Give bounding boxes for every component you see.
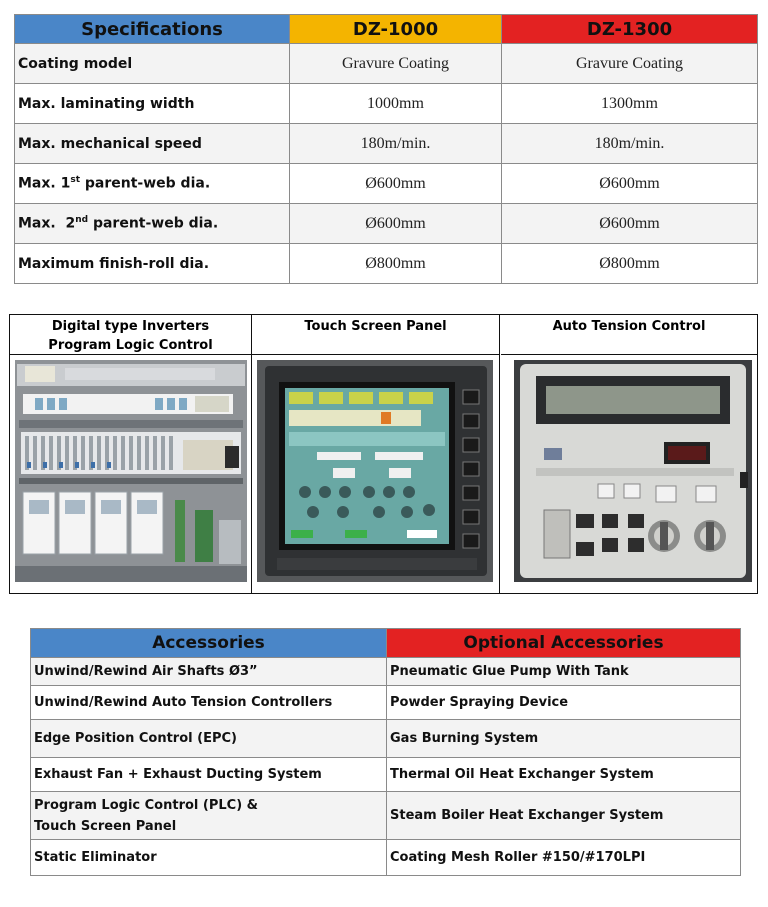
accessory-item: Exhaust Fan + Exhaust Ducting System xyxy=(31,758,387,792)
spec-row xyxy=(15,164,758,204)
spec-value-dz1300: Ø600mm xyxy=(502,164,758,204)
spec-label: Coating model xyxy=(15,44,290,84)
spec-row xyxy=(15,84,758,124)
spec-value-dz1000: Gravure Coating xyxy=(290,44,502,84)
spec-label: Max. laminating width xyxy=(15,84,290,124)
spec-value-dz1300: 180m/min. xyxy=(502,124,758,164)
optional-accessory-item: Thermal Oil Heat Exchanger System xyxy=(387,758,741,792)
caption-line-2: Program Logic Control xyxy=(48,338,213,353)
spec-label-text: Max. 2 xyxy=(18,215,76,232)
accessory-item xyxy=(31,792,387,840)
spec-row xyxy=(15,44,758,84)
accessories-header: Accessories xyxy=(31,629,387,658)
spec-label-text: Max. 1 xyxy=(18,175,71,192)
spec-header-dz1000: DZ-1000 xyxy=(290,15,502,44)
spec-header-dz1300: DZ-1300 xyxy=(502,15,758,44)
accessory-item: Unwind/Rewind Air Shafts Ø3” xyxy=(31,658,387,686)
spec-label xyxy=(15,164,290,204)
spec-value-dz1000: Ø800mm xyxy=(290,244,502,284)
spec-row xyxy=(15,204,758,244)
spec-label-sup: st xyxy=(70,175,81,186)
spec-label: Max. mechanical speed xyxy=(15,124,290,164)
caption-line-1: Digital type Inverters xyxy=(51,319,210,334)
accessory-item: Edge Position Control (EPC) xyxy=(31,720,387,758)
caption-line-1: Touch Screen Panel xyxy=(304,319,447,334)
electrical-cabinet-photo xyxy=(15,360,247,582)
accessory-item-line-2: Touch Screen Panel xyxy=(34,818,177,834)
accessories-row xyxy=(31,686,741,720)
spec-value-dz1000: Ø600mm xyxy=(290,164,502,204)
accessory-item: Unwind/Rewind Auto Tension Controllers xyxy=(31,686,387,720)
touch-screen-panel-photo xyxy=(257,360,493,582)
spec-value-dz1300: Gravure Coating xyxy=(502,44,758,84)
optional-accessory-item: Pneumatic Glue Pump With Tank xyxy=(387,658,741,686)
optional-accessory-item: Coating Mesh Roller #150/#170LPI xyxy=(387,840,741,876)
accessories-row xyxy=(31,840,741,876)
accessories-row xyxy=(31,758,741,792)
spec-value-dz1300: Ø600mm xyxy=(502,204,758,244)
photo-column-touch-screen xyxy=(252,315,500,593)
photo-caption xyxy=(252,315,499,355)
photo-column-inverters xyxy=(10,315,252,593)
spec-label xyxy=(15,204,290,244)
accessory-item: Static Eliminator xyxy=(31,840,387,876)
spec-row xyxy=(15,244,758,284)
accessories-row xyxy=(31,720,741,758)
spec-value-dz1000: 1000mm xyxy=(290,84,502,124)
spec-value-dz1300: Ø800mm xyxy=(502,244,758,284)
photo-panel xyxy=(9,314,758,594)
specifications-table xyxy=(14,14,758,284)
accessory-item-line-1: Program Logic Control (PLC) & xyxy=(34,797,259,813)
photo-caption xyxy=(501,315,757,355)
spec-value-dz1300: 1300mm xyxy=(502,84,758,124)
accessories-header-row xyxy=(31,629,741,658)
photo-column-tension-control xyxy=(501,315,757,593)
spec-header-specifications: Specifications xyxy=(15,15,290,44)
spec-value-dz1000: Ø600mm xyxy=(290,204,502,244)
spec-header-row xyxy=(15,15,758,44)
spec-label-tail: parent-web dia. xyxy=(88,215,219,232)
accessories-row xyxy=(31,792,741,840)
optional-accessory-item: Gas Burning System xyxy=(387,720,741,758)
photo-caption xyxy=(10,315,251,355)
accessories-row xyxy=(31,658,741,686)
caption-line-1: Auto Tension Control xyxy=(552,319,706,334)
accessories-table xyxy=(30,628,741,876)
spec-label-tail: parent-web dia. xyxy=(80,175,211,192)
optional-accessory-item: Powder Spraying Device xyxy=(387,686,741,720)
optional-accessories-header: Optional Accessories xyxy=(387,629,741,658)
spec-row xyxy=(15,124,758,164)
spec-label-sup: nd xyxy=(75,215,89,226)
tension-controller-photo xyxy=(514,360,752,582)
spec-label: Maximum finish-roll dia. xyxy=(15,244,290,284)
optional-accessory-item: Steam Boiler Heat Exchanger System xyxy=(387,792,741,840)
spec-value-dz1000: 180m/min. xyxy=(290,124,502,164)
